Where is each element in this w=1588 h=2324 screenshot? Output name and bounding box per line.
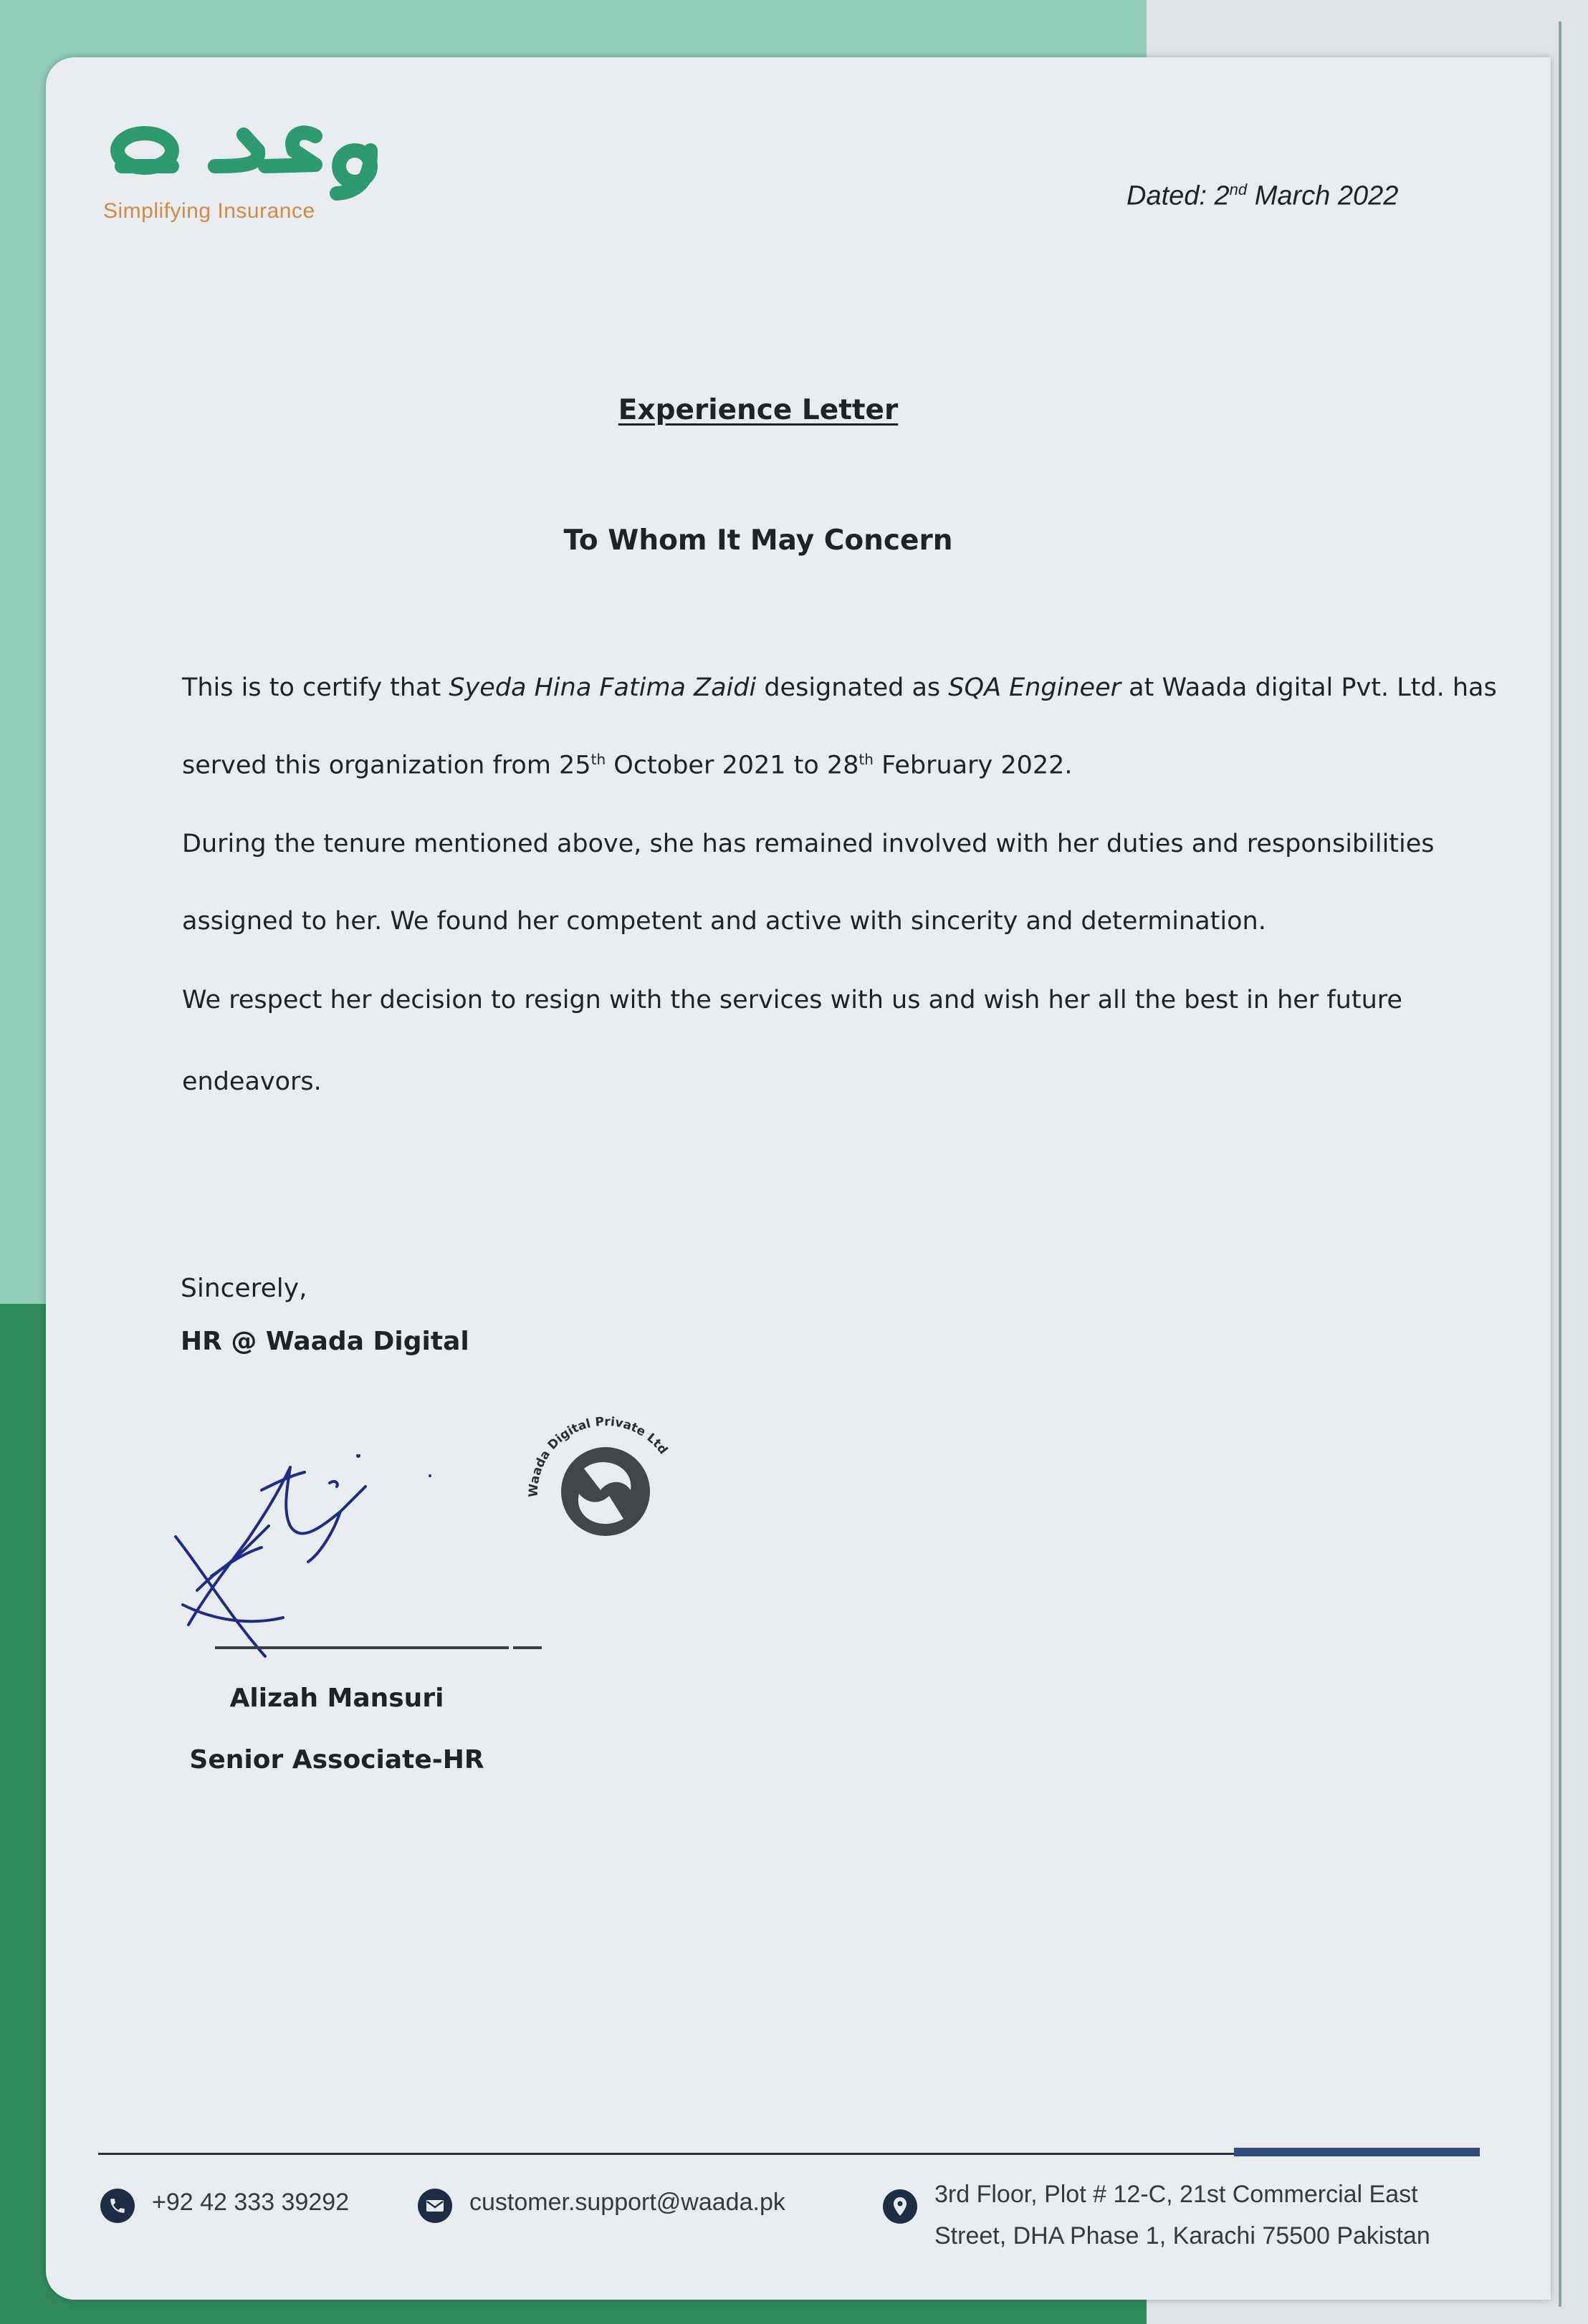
handwritten-signature <box>168 1454 455 1691</box>
body-line-1: This is to certify that Syeda Hina Fatima Zaidi designated as SQA Engineer at Waada digital Pvt. Ltd. has <box>182 673 1497 702</box>
footer-email-text: customer.support@waada.pk <box>469 2189 785 2216</box>
footer-address-line-2: Street, DHA Phase 1, Karachi 75500 Pakistan <box>934 2222 1430 2249</box>
closing-sincerely: Sincerely, <box>181 1274 307 1303</box>
letter-title: Experience Letter <box>618 394 899 426</box>
location-pin-icon <box>883 2189 917 2224</box>
company-logo <box>100 107 387 229</box>
logo-tagline: Simplifying Insurance <box>103 199 315 223</box>
body-line-5: We respect her decision to resign with the services with us and wish her all the best in her future <box>182 986 1402 1014</box>
footer-email <box>418 2189 785 2223</box>
footer-accent-bar <box>1234 2148 1480 2156</box>
body-line-3: During the tenure mentioned above, she has remained involved with her duties and responsibilities <box>182 830 1435 858</box>
closing-sender: HR @ Waada Digital <box>181 1327 469 1356</box>
body-line-2: served this organization from 25th October 2021 to 28th February 2022. <box>182 751 1073 780</box>
footer-address <box>883 2178 1430 2257</box>
letter-date: Dated: 2nd March 2022 <box>1127 181 1399 211</box>
phone-icon <box>100 2189 135 2223</box>
body-line-6: endeavors. <box>182 1067 322 1096</box>
paper-edge <box>1559 21 1561 2307</box>
signature-line <box>215 1646 509 1649</box>
footer-phone <box>100 2189 349 2223</box>
company-stamp <box>516 1411 695 1555</box>
footer-divider <box>98 2153 1234 2155</box>
body-line-4: assigned to her. We found her competent and active with sincerity and determination. <box>182 907 1266 936</box>
signature-line-end <box>513 1646 542 1649</box>
signer-title: Senior Associate-HR <box>189 1745 484 1775</box>
footer-address-line-1: 3rd Floor, Plot # 12-C, 21st Commercial East <box>934 2181 1418 2208</box>
email-icon <box>418 2189 452 2223</box>
letter-salutation: To Whom It May Concern <box>563 524 953 557</box>
svg-text:Waada Digital Private Ltd: Waada Digital Private Ltd <box>526 1414 671 1498</box>
signer-name: Alizah Mansuri <box>229 1684 444 1713</box>
footer-phone-text: +92 42 333 39292 <box>152 2189 350 2216</box>
waada-logo-mark <box>100 107 387 201</box>
